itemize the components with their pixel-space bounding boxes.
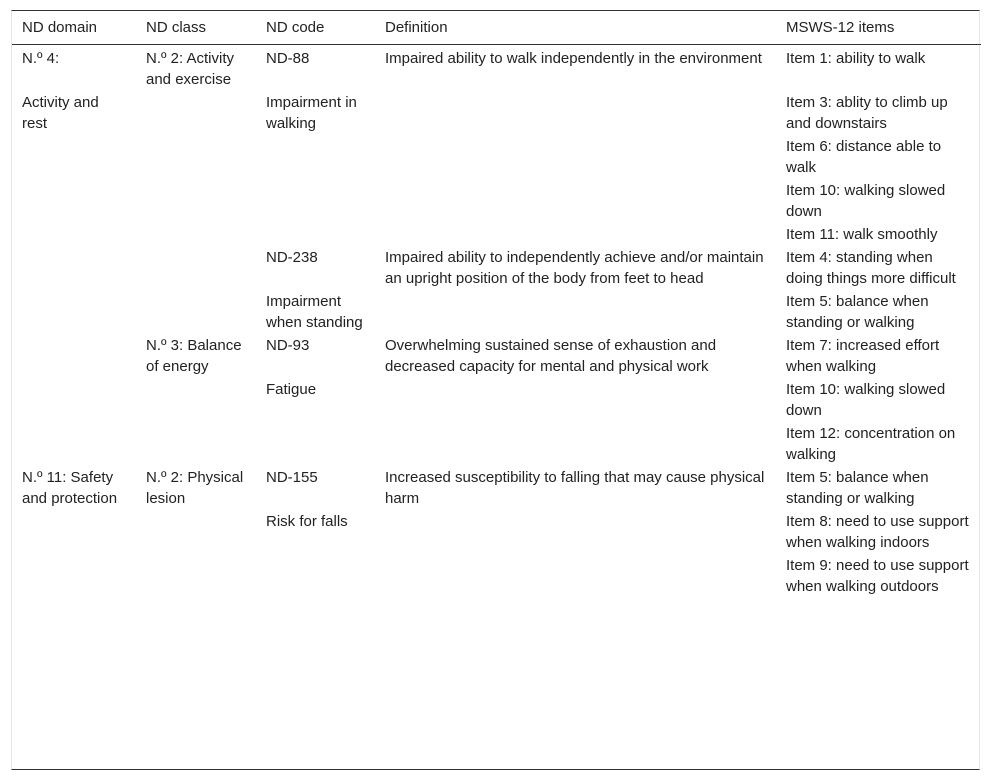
cell-nd-class — [136, 290, 256, 334]
cell-definition — [375, 290, 776, 334]
msws-item: Item 12: concentration on walking — [786, 425, 956, 463]
cell-nd-code: Impairment when standing — [266, 293, 363, 331]
cell-msws-items — [776, 290, 981, 334]
msws-item: Item 6: distance able to walk — [786, 138, 942, 176]
cell-nd-domain: N.º 11: Safety and protection — [22, 469, 118, 507]
cell-nd-class: N.º 2: Physical lesion — [146, 469, 244, 507]
cell-msws-items — [776, 91, 981, 246]
msws-item: Item 8: need to use support when walking indoors — [786, 513, 969, 551]
header-msws-items: MSWS-12 items — [776, 11, 981, 45]
cell-msws-items — [776, 510, 981, 598]
table-row — [12, 334, 981, 378]
cell-nd-domain — [12, 378, 136, 466]
cell-nd-code: Fatigue — [266, 381, 317, 398]
cell-nd-code: ND-88 — [266, 50, 310, 67]
msws-item: Item 5: balance when standing or walking — [786, 293, 929, 331]
table-row — [12, 91, 981, 246]
msws-item: Item 1: ability to walk — [786, 50, 926, 67]
cell-msws-items — [776, 45, 981, 92]
header-row — [12, 11, 981, 45]
msws-item: Item 7: increased effort when walking — [786, 337, 940, 375]
cell-nd-domain — [12, 290, 136, 334]
cell-msws-items — [776, 466, 981, 510]
msws-item: Item 5: balance when standing or walking — [786, 469, 929, 507]
cell-nd-domain — [12, 510, 136, 598]
data-table — [12, 11, 981, 598]
nd-msws-table — [11, 10, 980, 770]
table-row — [12, 290, 981, 334]
cell-nd-class — [136, 246, 256, 290]
cell-nd-code: Risk for falls — [266, 513, 348, 530]
header-nd-code: ND code — [256, 11, 375, 45]
cell-definition: Impaired ability to independently achieve and/or maintain an upright position of the body from feet to head — [385, 249, 764, 287]
cell-nd-class: N.º 2: Activity and exercise — [146, 50, 235, 88]
cell-nd-domain: Activity and rest — [22, 94, 99, 132]
table-row — [12, 466, 981, 510]
msws-item: Item 10: walking slowed down — [786, 381, 946, 419]
cell-definition: Increased susceptibility to falling that may cause physical harm — [385, 469, 765, 507]
cell-msws-items — [776, 246, 981, 290]
header-nd-class: ND class — [136, 11, 256, 45]
cell-definition — [375, 91, 776, 246]
cell-msws-items — [776, 378, 981, 466]
cell-nd-code: ND-93 — [266, 337, 310, 354]
table-row — [12, 45, 981, 92]
cell-msws-items — [776, 334, 981, 378]
cell-nd-class — [136, 378, 256, 466]
header-definition: Definition — [375, 11, 776, 45]
table-body — [12, 45, 981, 599]
table-row — [12, 246, 981, 290]
header-nd-domain: ND domain — [12, 11, 136, 45]
cell-nd-code: ND-155 — [266, 469, 318, 486]
cell-definition — [375, 378, 776, 466]
cell-nd-domain: N.º 4: — [22, 50, 60, 67]
cell-definition: Overwhelming sustained sense of exhaustion and decreased capacity for mental and physical work — [385, 337, 717, 375]
cell-nd-class: N.º 3: Balance of energy — [146, 337, 242, 375]
cell-nd-domain — [12, 334, 136, 378]
cell-nd-code: Impairment in walking — [266, 94, 357, 132]
table-row — [12, 510, 981, 598]
msws-item: Item 9: need to use support when walking outdoors — [786, 557, 969, 595]
msws-item: Item 4: standing when doing things more difficult — [786, 249, 956, 287]
cell-nd-class — [136, 91, 256, 246]
msws-item: Item 3: ablity to climb up and downstairs — [786, 94, 948, 132]
table-row — [12, 378, 981, 466]
cell-nd-code: ND-238 — [266, 249, 318, 266]
cell-definition: Impaired ability to walk independently in the environment — [385, 50, 762, 67]
msws-item: Item 11: walk smoothly — [786, 226, 938, 243]
msws-item: Item 10: walking slowed down — [786, 182, 946, 220]
cell-definition — [375, 510, 776, 598]
cell-nd-class — [136, 510, 256, 598]
table-header — [12, 11, 981, 45]
cell-nd-domain — [12, 246, 136, 290]
